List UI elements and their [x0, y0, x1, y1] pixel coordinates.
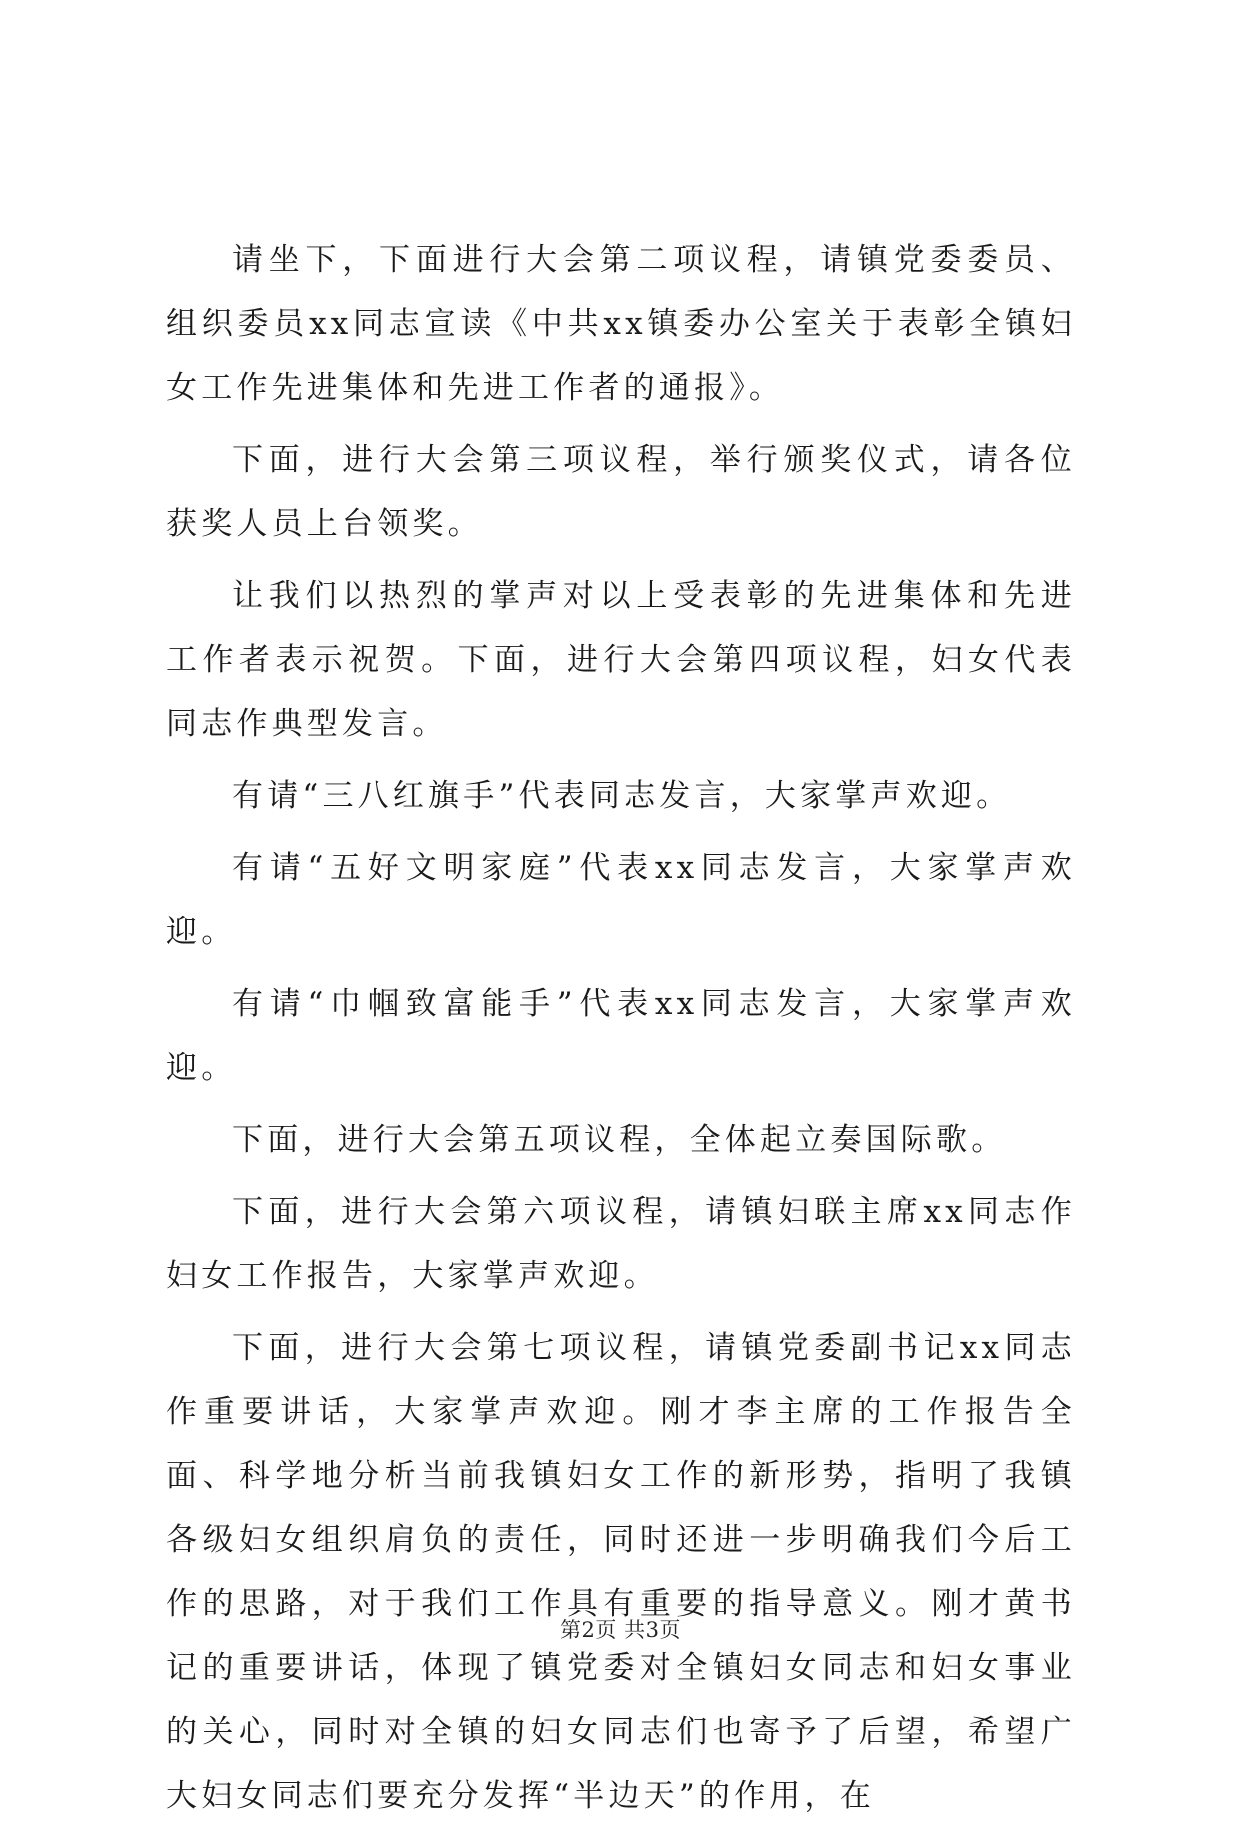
document-body	[166, 228, 1076, 1836]
paragraph: 有请“巾帼致富能手”代表xx同志发言，大家掌声欢迎。	[166, 986, 1076, 1086]
paragraph: 有请“五好文明家庭”代表xx同志发言，大家掌声欢迎。	[166, 850, 1076, 950]
paragraph: 下面，进行大会第七项议程，请镇党委副书记xx同志作重要讲话，大家掌声欢迎。刚才李主席的工作报告全面、科学地分析当前我镇妇女工作的新形势，指明了我镇各级妇女组织肩负的责任，同时还进一步明确我们今后工作的思路，对于我们工作具有重要的指导意义。刚才黄书记的重要讲话，体现了镇党委对全镇妇女同志和妇女事业的关心，同时对全镇的妇女同志们也寄予了后望，希望广大妇女同志们要充分发挥“半边天”的作用，在	[166, 1330, 1076, 1814]
paragraph: 下面，进行大会第三项议程，举行颁奖仪式，请各位获奖人员上台领奖。	[166, 442, 1076, 542]
paragraph: 请坐下，下面进行大会第二项议程，请镇党委委员、组织委员xx同志宣读《中共xx镇委办公室关于表彰全镇妇女工作先进集体和先进工作者的通报》。	[166, 242, 1076, 406]
paragraph: 有请“三八红旗手”代表同志发言，大家掌声欢迎。	[232, 778, 1012, 814]
paragraph: 下面，进行大会第五项议程，全体起立奏国际歌。	[232, 1122, 1007, 1158]
paragraph: 让我们以热烈的掌声对以上受表彰的先进集体和先进工作者表示祝贺。下面，进行大会第四项议程，妇女代表同志作典型发言。	[166, 578, 1076, 742]
paragraph: 下面，进行大会第六项议程，请镇妇联主席xx同志作妇女工作报告，大家掌声欢迎。	[166, 1194, 1076, 1294]
page-number-footer: 第2页 共3页	[560, 1618, 681, 1642]
